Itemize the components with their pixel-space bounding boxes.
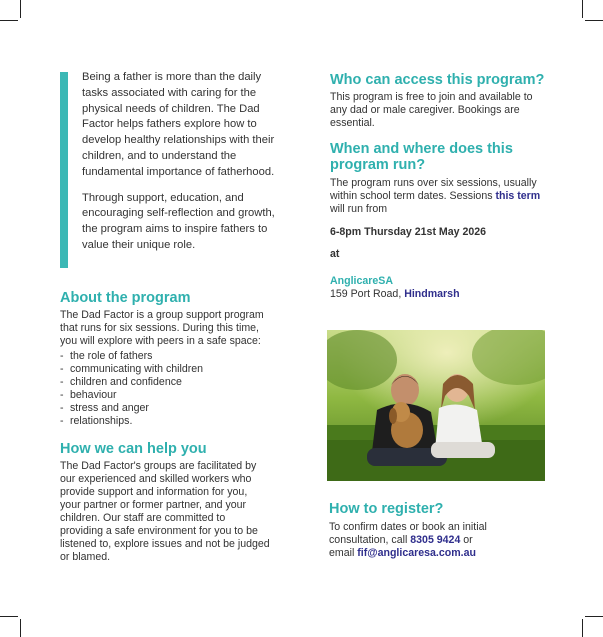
venue-org: AnglicareSA [330,275,393,287]
email-label: email [329,547,358,559]
about-section [60,290,275,428]
help-text: The Dad Factor's groups are facilitated by our experienced and skilled workers who provide support and information for you, your partner or former partner, and your children. Our staff are committed to providing a safe environment for you to be listened to, explore issues and not be judged or blamed. [60,460,270,563]
when-section [330,141,545,301]
who-text: This program is free to join and available to any dad or male caregiver. Bookings are essential. [330,91,533,129]
register-text-start: To confirm dates or book an initial consultation, call [329,521,487,546]
about-heading: About the program [60,290,191,306]
list-item: - relationships. [60,415,275,428]
crop-mark [585,616,603,617]
intro-accent-bar [60,72,68,268]
when-text-start: The program runs over six sessions, usually within school term dates. Sessions [330,177,537,202]
who-heading: Who can access this program? [330,72,545,88]
when-text [330,177,545,216]
email-link[interactable]: fif@anglicaresa.com.au [357,547,476,559]
or-label: or [460,534,473,546]
intro-text [82,70,277,264]
venue-street: 159 Port Road, [330,288,405,300]
this-term-label: this term [495,190,541,202]
venue-address [330,275,545,301]
intro-paragraph: Being a father is more than the daily tasks associated with caring for the physical needs of children. The Dad Factor helps fathers explore how to develop healthy relationships with their children, and to understand the fundamental importance of fatherhood. [82,71,275,178]
when-text-end: will run from [330,203,388,215]
crop-mark [0,616,18,617]
intro-paragraph: Through support, education, and encouraging self-reflection and growth, the program aims to inspire fathers to value their unique role. [82,191,275,251]
list-item: - communicating with children [60,363,275,376]
help-section [60,441,270,564]
list-item: - stress and anger [60,402,275,415]
register-section [329,501,544,560]
when-heading: When and where does this program run? [330,141,513,173]
at-label: at [330,248,340,260]
phone-number[interactable]: 8305 9424 [410,534,461,546]
list-item: - children and confidence [60,376,275,389]
list-item: - behaviour [60,389,275,402]
crop-mark [582,0,583,18]
crop-mark [585,20,603,21]
crop-mark [0,20,18,21]
list-item: - the role of fathers [60,350,275,363]
who-section [330,72,545,130]
crop-mark [20,0,21,18]
session-date: 6-8pm Thursday 21st May 2026 [330,226,487,238]
help-heading: How we can help you [60,441,207,457]
crop-mark [582,619,583,637]
topics-list [60,350,275,428]
crop-mark [20,619,21,637]
register-heading: How to register? [329,501,444,517]
about-text: The Dad Factor is a group support program that runs for six sessions. During this time, you will explore with peers in a safe space: [60,309,264,347]
register-text [329,521,544,560]
father-daughter-photo [327,330,545,481]
venue-suburb: Hindmarsh [404,288,460,300]
